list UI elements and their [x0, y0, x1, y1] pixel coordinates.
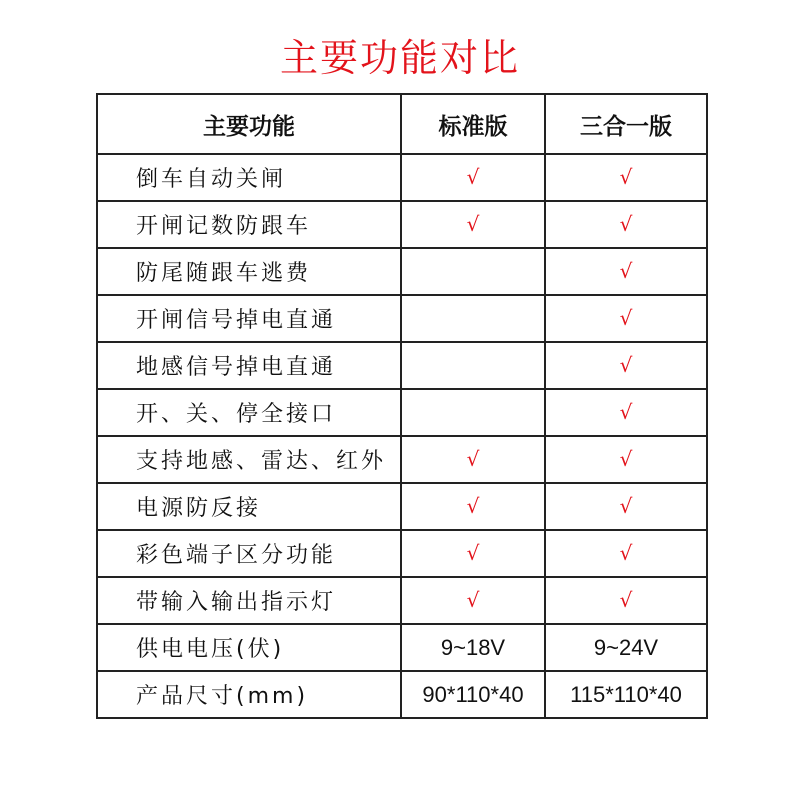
feature-name: 电源防反接 — [97, 483, 401, 530]
feature-name: 开闸记数防跟车 — [97, 201, 401, 248]
table-row — [97, 436, 707, 483]
three-in-one-check-mark: √ — [619, 306, 633, 330]
three-in-one-check-mark: √ — [619, 541, 633, 565]
three-in-one-voltage-value: 9~24V — [593, 634, 659, 660]
three-in-one-check-mark: √ — [619, 353, 633, 377]
feature-name: 防尾随跟车逃费 — [97, 248, 401, 295]
table-row — [97, 389, 707, 436]
standard-check-mark: √ — [466, 541, 480, 565]
feature-name: 产品尺寸(mm) — [97, 671, 401, 718]
standard-check-mark: √ — [466, 588, 480, 612]
three-in-one-check-mark: √ — [619, 212, 633, 236]
standard-check-mark: √ — [466, 494, 480, 518]
page-title: 主要功能对比 — [279, 36, 520, 80]
table-row — [97, 530, 707, 577]
three-in-one-check-mark: √ — [619, 259, 633, 283]
three-in-one-check-mark: √ — [619, 447, 633, 471]
three-in-one-check-mark: √ — [619, 494, 633, 518]
standard-voltage-value: 9~18V — [440, 634, 506, 660]
three-in-one-check-mark: √ — [619, 400, 633, 424]
table-row — [97, 154, 707, 201]
comparison-table — [96, 93, 708, 719]
header-feature: 主要功能 — [97, 94, 401, 154]
feature-name: 带输入输出指示灯 — [97, 577, 401, 624]
header-standard: 标准版 — [401, 94, 545, 154]
table-row — [97, 671, 707, 718]
standard-check-mark: √ — [466, 165, 480, 189]
table-row — [97, 201, 707, 248]
standard-size-value: 90*110*40 — [422, 681, 524, 707]
table-row — [97, 577, 707, 624]
header-three-in-one: 三合一版 — [545, 94, 707, 154]
table-row — [97, 248, 707, 295]
three-in-one-check-mark: √ — [619, 165, 633, 189]
three-in-one-check-mark: √ — [619, 588, 633, 612]
feature-name: 供电电压(伏) — [97, 624, 401, 671]
standard-check-mark: √ — [466, 212, 480, 236]
table-row — [97, 624, 707, 671]
feature-name: 地感信号掉电直通 — [97, 342, 401, 389]
feature-name: 倒车自动关闸 — [97, 154, 401, 201]
feature-name: 开、关、停全接口 — [97, 389, 401, 436]
feature-name: 支持地感、雷达、红外 — [97, 436, 401, 483]
feature-name: 彩色端子区分功能 — [97, 530, 401, 577]
table-row — [97, 342, 707, 389]
three-in-one-size-value: 115*110*40 — [570, 681, 682, 707]
table-row — [97, 295, 707, 342]
standard-check-mark: √ — [466, 447, 480, 471]
table-header-row — [97, 94, 707, 154]
feature-name: 开闸信号掉电直通 — [97, 295, 401, 342]
table-row — [97, 483, 707, 530]
